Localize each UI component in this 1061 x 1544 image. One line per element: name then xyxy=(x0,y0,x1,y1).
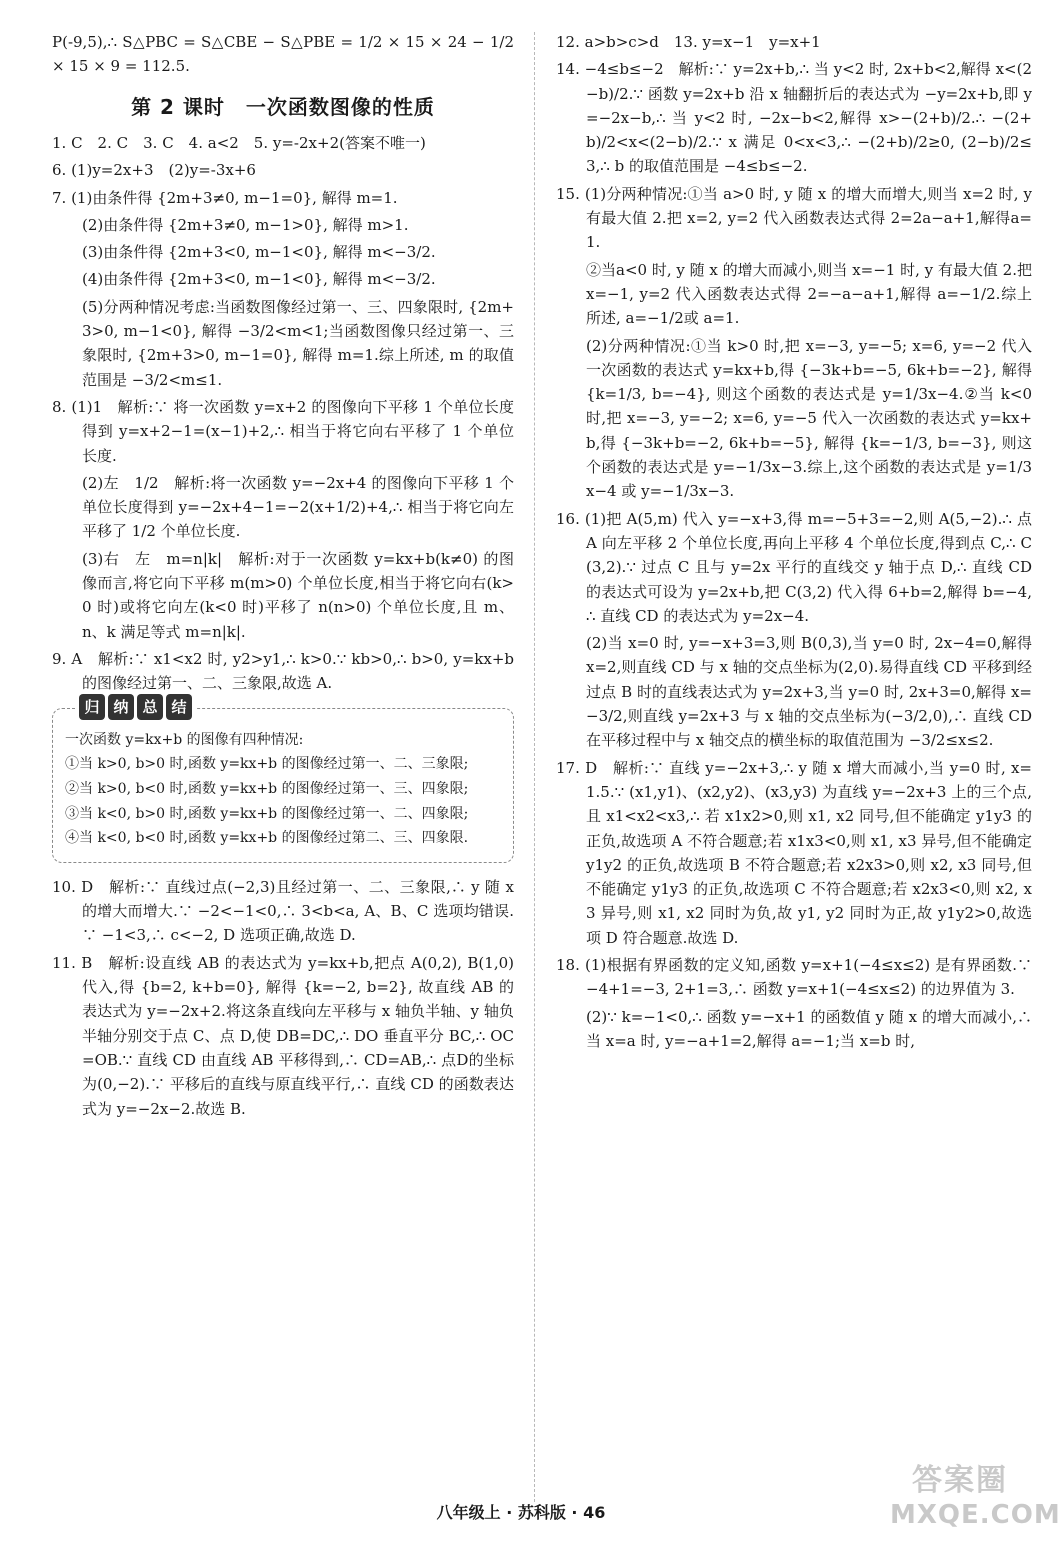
answer-paragraph: (4)由条件得 {2m+3<0, m−1<0}, 解得 m<−3/2. xyxy=(82,270,436,289)
summary-line: ③当 k<0, b>0 时,函数 y=kx+b 的图像经过第一、二、四象限; xyxy=(65,805,469,822)
summary-line: ②当 k>0, b<0 时,函数 y=kx+b 的图像经过第一、三、四象限; xyxy=(65,780,469,797)
answer-paragraph: (3)由条件得 {2m+3<0, m−1<0}, 解得 m<−3/2. xyxy=(82,243,436,262)
right-column xyxy=(556,30,1032,1056)
summary-title-char: 总 xyxy=(137,694,163,720)
answer-paragraph: 6. (1)y=2x+3 (2)y=-3x+6 xyxy=(52,161,256,180)
watermark-bottom: MXQE.COM xyxy=(890,1500,1061,1530)
answer-item: 17. D 解析:∵ 直线 y=−2x+3,∴ y 随 x 增大而减小,当 y=0 时, x=1.5.∵ (x1,y1)、(x2,y2)、(x3,y3) 为直线 y=−2x+3 上的三个点,且 x1<x2<x3,∴ 若 x1x2>0,则 x1, x2 同号,但不能确定 y1y3 的正负,故选项 A 不符合题意;若 x1x3<0,则 x1, x3 异号,但不能确定 y1y2 的正负,故选项 B 不符合题意;若 x2x3>0,则 x2, x3 同号,但不能确定 y1y3 的正负,故选项 C 不符合题意;若 x2x3<0,则 x2, x3 异号,则 x1, x2 同时为负,故 y1, y2 同时为正,故 y1y2>0,故选项 D 符合题意.故选 D. xyxy=(556,758,1032,947)
answer-paragraph: (5)分两种情况考虑:当函数图像经过第一、三、四象限时, {2m+3>0, m−1<0}, 解得 −3/2<m<1;当函数图像只经过第一、三象限时, {2m+3>0, m−1=0}, 解得 m=1.综上所述, m 的取值范围是 −3/2<m≤1. xyxy=(82,297,514,389)
answer-item: 10. D 解析:∵ 直线过点(−2,3)且经过第一、二、三象限,∴ y 随 x 的增大而增大.∵ −2<−1<0,∴ 3<b<a, A、B、C 选项均错误.∵ −1<3,∴ c<−2, D 选项正确,故选 D. xyxy=(52,877,514,945)
answer-paragraph: (2)∵ k=−1<0,∴ 函数 y=−x+1 的函数值 y 随 x 的增大而减小,∴ 当 x=a 时, y=−a+1=2,解得 a=−1;当 x=b 时, xyxy=(586,1007,1032,1050)
answer-paragraph: (2)分两种情况:①当 k>0 时,把 x=−3, y=−5; x=6, y=−2 代入一次函数的表达式 y=kx+b,得 {−3k+b=−5, 6k+b=−2}, 解得 {k=1/3, b=−4}, 则这个函数的表达式是 y=1/3x−4.②当 k<0 时,把 x=−3, y=−2; x=6, y=−5 代入一次函数的表达式 y=kx+b,得 {−3k+b=−2, 6k+b=−5}, 解得 {k=−1/3, b=−3}, 则这个函数的表达式是 y=−1/3x−3.综上,这个函数的表达式是 y=1/3x−4 或 y=−1/3x−3. xyxy=(586,336,1032,501)
answer-item: 9. A 解析:∵ x1<x2 时, y2>y1,∴ k>0.∵ kb>0,∴ b>0, y=kx+b 的图像经过第一、二、三象限,故选 A. xyxy=(52,649,514,693)
summary-title-char: 归 xyxy=(79,694,105,720)
left-column xyxy=(52,30,514,1124)
summary-title-char: 结 xyxy=(166,694,192,720)
answer-paragraph: (2)由条件得 {2m+3≠0, m−1>0}, 解得 m>1. xyxy=(82,215,409,234)
summary-line: ①当 k>0, b>0 时,函数 y=kx+b 的图像经过第一、二、三象限; xyxy=(65,756,469,773)
answer-paragraph: (2)左 1/2 解析:将一次函数 y=−2x+4 的图像向下平移 1 个单位长度得到 y=−2x+4−1=−2(x+1/2)+4,∴ 相当于将它向左平移了 1/2 个单位长度. xyxy=(82,473,514,541)
summary-title xyxy=(75,694,196,720)
answer-item: 7. (1)由条件得 {2m+3≠0, m−1=0}, 解得 m=1. xyxy=(52,188,398,207)
answer-paragraph: 1. C 2. C 3. C 4. a<2 5. y=-2x+2(答案不唯一) xyxy=(52,133,426,152)
site-watermark xyxy=(890,1462,1061,1538)
answer-item: 8. (1)1 解析:∵ 将一次函数 y=x+2 的图像向下平移 1 个单位长度得到 y=x+2−1=(x−1)+2,∴ 相当于将它向右平移了 1 个单位长度. xyxy=(52,397,514,465)
answer-item: 18. (1)根据有界函数的定义知,函数 y=x+1(−4≤x≤2) 是有界函数.∵ −4+1=−3, 2+1=3,∴ 函数 y=x+1(−4≤x≤2) 的边界值为 3. xyxy=(556,955,1032,999)
lesson-heading: 第 2 课时 一次函数图像的性质 xyxy=(131,94,435,119)
answer-item: 11. B 解析:设直线 AB 的表达式为 y=kx+b,把点 A(0,2), B(1,0) 代入,得 {b=2, k+b=0}, 解得 {k=−2, b=2}, 故直线 AB 的表达式为 y=−2x+2.将这条直线向左平移与 x 轴负半轴、y 轴负半轴分别交于点 C、点 D,使 DB=DC,∴ DO 垂直平分 BC,∴ OC=OB.∵ 直线 CD 由直线 AB 平移得到,∴ CD=AB,∴ 点D的坐标为(0,−2).∵ 平移后的直线与原直线平行,∴ 直线 CD 的函数表达式为 y=−2x−2.故选 B. xyxy=(52,953,514,1118)
answer-item: 14. −4≤b≤−2 解析:∵ y=2x+b,∴ 当 y<2 时, 2x+b<2,解得 x<(2−b)/2.∵ 函数 y=2x+b 沿 x 轴翻折后的表达式为 −y=2x+b,即 y=−2x−b,∴ 当 y<2 时, −2x−b<2,解得 x>−(2+b)/2.∴ −(2+b)/2<x<(2−b)/2.∵ x 满足 0<x<3,∴ −(2+b)/2≥0, (2−b)/2≤3,∴ b 的取值范围是 −4≤b≤−2. xyxy=(556,60,1032,176)
watermark-top: 答案圈 xyxy=(912,1463,1008,1498)
column-divider xyxy=(534,32,535,1502)
answer-item: 16. (1)把 A(5,m) 代入 y=−x+3,得 m=−5+3=−2,则 A(5,−2).∴ 点 A 向左平移 2 个单位长度,再向上平移 4 个单位长度,得到点 C,∴ C(3,2).∵ 过点 C 且与 y=2x 平行的直线交 y 轴于点 D,∴ 直线 CD 的表达式可设为 y=2x+b,把 C(3,2) 代入得 6+b=2,解得 b=−4,∴ 直线 CD 的表达式为 y=2x−4. xyxy=(556,509,1032,625)
summary-box xyxy=(52,697,514,863)
answer-paragraph: (2)当 x=0 时, y=−x+3=3,则 B(0,3),当 y=0 时, 2x−4=0,解得 x=2,则直线 CD 与 x 轴的交点坐标为(2,0).易得直线 CD 平移到经过点 B 时的直线表达式为 y=2x+3,当 y=0 时, 2x+3=0,解得 x=−3/2,则直线 y=2x+3 与 x 轴的交点坐标为(−3/2,0),∴ 直线 CD 在平移过程中与 x 轴交点的横坐标的取值范围为 −3/2≤x≤2. xyxy=(586,634,1032,750)
answer-paragraph: P(-9,5),∴ S△PBC = S△CBE − S△PBE = 1/2 × 15 × 24 − 1/2 × 15 × 9 = 112.5. xyxy=(52,33,514,76)
summary-title-char: 纳 xyxy=(108,694,134,720)
answer-paragraph: (3)右 左 m=n|k| 解析:对于一次函数 y=kx+b(k≠0) 的图像而言,将它向下平移 m(m>0) 个单位长度,相当于将它向右(k>0 时)或将它向左(k<0 时)平移了 n(n>0) 个单位长度,且 m、n、k 满足等式 m=n|k|. xyxy=(82,549,514,641)
page-footer: 八年级上 · 苏科版 · 46 xyxy=(436,1503,606,1522)
answer-paragraph: ②当a<0 时, y 随 x 的增大而减小,则当 x=−1 时, y 有最大值 2.把 x=−1, y=2 代入函数表达式得 2=−a−a+1,解得 a=−1/2.综上所述, a=−1/2或 a=1. xyxy=(586,260,1032,328)
answer-paragraph: 12. a>b>c>d 13. y=x−1 y=x+1 xyxy=(556,33,821,51)
summary-line: ④当 k<0, b<0 时,函数 y=kx+b 的图像经过第二、三、四象限. xyxy=(65,830,469,847)
summary-line: 一次函数 y=kx+b 的图像有四种情况: xyxy=(65,731,304,748)
answer-item: 15. (1)分两种情况:①当 a>0 时, y 随 x 的增大而增大,则当 x=2 时, y 有最大值 2.把 x=2, y=2 代入函数表达式得 2=2a−a+1,解得a=1. xyxy=(556,184,1032,252)
